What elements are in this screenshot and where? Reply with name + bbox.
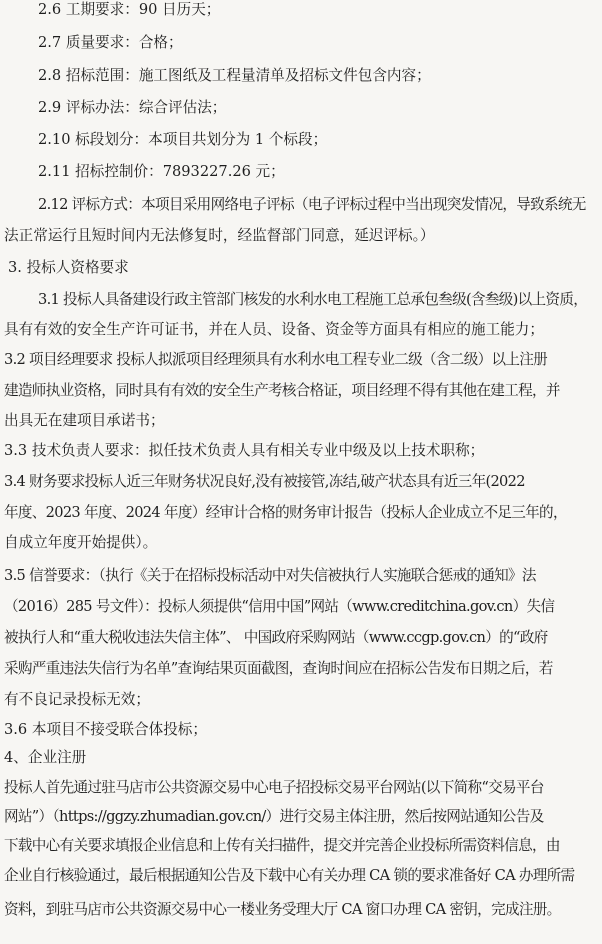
section-3-heading: 3. 投标人资格要求 [8, 259, 129, 276]
clause-2-12: 2.12 评标方式：本项目采用网络电子评标（电子评标过程中当出现突发情况，导致系统无 [38, 196, 586, 213]
clause-3-4-cont2: 自成立年度开始提供）。 [4, 534, 158, 551]
clause-3-5-cont4: 有不良记录投标无效； [4, 691, 150, 708]
clause-3-1: 3.1 投标人具备建设行政主管部门核发的水利水电工程施工总承包叁级(含叁级)以上资质， [38, 291, 588, 308]
clause-2-10: 2.10 标段划分：本项目共划分为 1 个标段； [38, 131, 328, 148]
clause-3-3: 3.3 技术负责人要求：拟任技术负责人具有相关专业中级及以上技术职称； [4, 442, 485, 459]
clause-3-4: 3.4 财务要求投标人近三年财务状况良好,没有被接管,冻结,破产状态具有近三年(2022 [4, 473, 525, 490]
clause-3-2-cont2: 出具无在建项目承诺书； [4, 412, 165, 429]
clause-3-5-cont2: 被执行人和“重大税收违法失信主体”、 中国政府采购网站（www.ccgp.gov.cn）的“政府 [4, 629, 548, 646]
clause-3-6: 3.6 本项目不接受联合体投标； [4, 721, 207, 738]
clause-2-11: 2.11 招标控制价：7893227.26 元； [38, 163, 285, 180]
clause-2-7: 2.7 质量要求：合格； [38, 34, 183, 51]
section-4-heading: 4、企业注册 [4, 749, 87, 766]
clause-3-2: 3.2 项目经理要求 投标人拟派项目经理须具有水利水电工程专业二级（含二级）以上注册 [4, 351, 548, 368]
clause-3-5: 3.5 信誉要求：（执行《关于在招标投标活动中对失信被执行人实施联合惩戒的通知》法 [4, 567, 536, 584]
clause-3-2-cont1: 建造师执业资格，同时具有有效的安全生产考核合格证，项目经理不得有其他在建工程，并 [4, 382, 560, 399]
section-4-para-3: 下载中心有关要求填报企业信息和上传有关扫描件，提交并完善企业投标所需资料信息，由 [4, 837, 560, 854]
section-4-para-5: 资料，到驻马店市公共资源交易中心一楼业务受理大厅 CA 窗口办理 CA 密钥，完成注册。 [4, 901, 561, 918]
section-4-para-2: 网站”）（https://ggzy.zhumadian.gov.cn/）进行交易主体注册，然后按网站通知公告及 [4, 808, 544, 825]
section-4-para-4: 企业自行核验通过，最后根据通知公告及下载中心有关办理 CA 锁的要求准备好 CA 办理所需 [4, 867, 575, 884]
clause-3-5-cont3: 采购严重违法失信行为名单”查询结果页面截图，查询时间应在招标公告发布日期之后，若 [4, 660, 553, 677]
clause-2-9: 2.9 评标办法：综合评估法； [38, 99, 227, 116]
clause-2-12-cont: 法正常运行且短时间内无法修复时，经监督部门同意，延迟评标。） [4, 227, 435, 244]
clause-3-1-cont: 具有有效的安全生产许可证书，并在人员、设备、资金等方面具有相应的施工能力； [4, 321, 544, 338]
section-4-para-1: 投标人首先通过驻马店市公共资源交易中心电子招投标交易平台网站(以下简称“交易平台 [4, 779, 544, 796]
clause-2-6: 2.6 工期要求：90 日历天； [38, 1, 221, 18]
clause-3-5-cont1: （2016）285 号文件）：投标人须提供“信用中国”网站（www.creditchina.gov.cn）失信 [4, 598, 555, 615]
clause-3-4-cont1: 年度、2023 年度、2024 年度）经审计合格的财务审计报告（投标人企业成立不足三年的， [4, 504, 567, 521]
clause-2-8: 2.8 招标范围：施工图纸及工程量清单及招标文件包含内容； [38, 67, 431, 84]
